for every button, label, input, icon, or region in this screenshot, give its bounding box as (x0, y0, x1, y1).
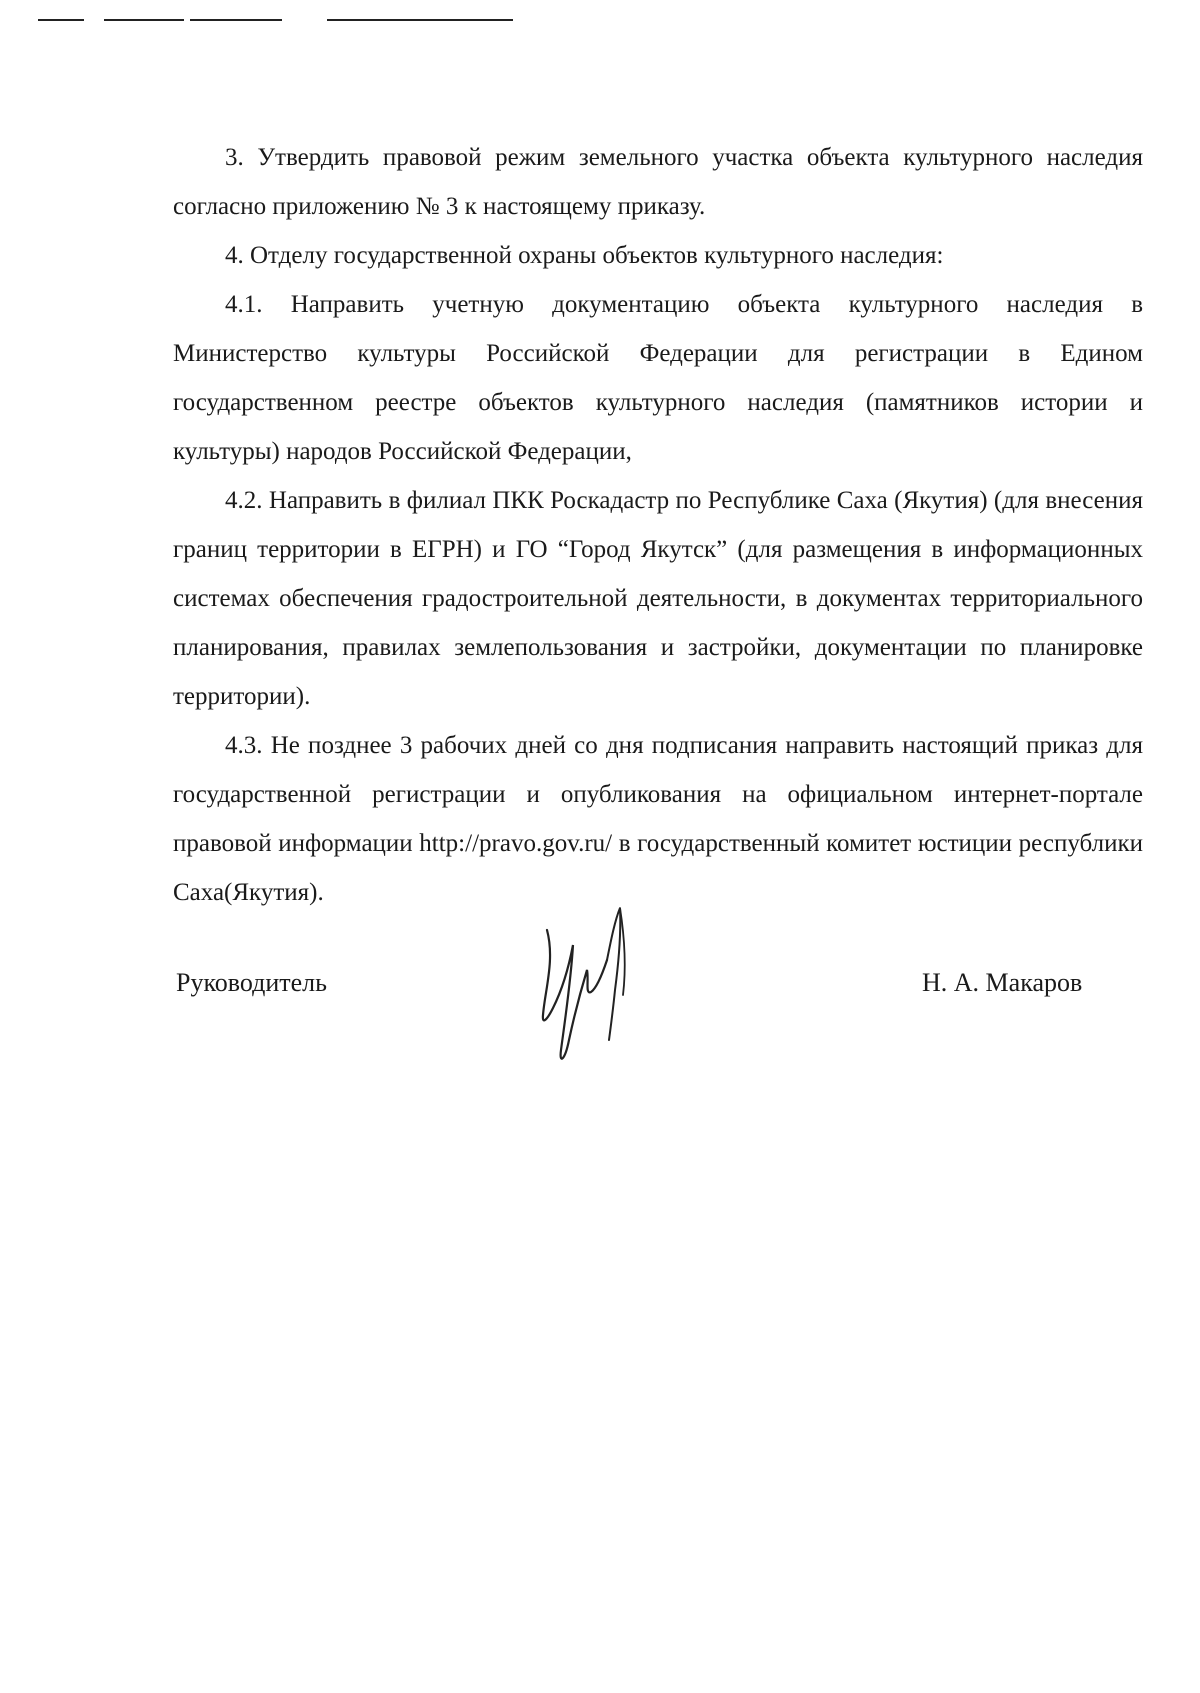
paragraph-4: 4. Отделу государственной охраны объектов культурного наследия: (225, 242, 944, 269)
scan-line (190, 19, 282, 21)
signatory-name: Н. А. Макаров (922, 968, 1083, 997)
paragraph-4-3: 4.3. Не позднее 3 рабочих дней со дня подписания направить настоящий приказ для государственной регистрации и опубликования на официальном интернет-портале правовой информации http://pravo.gov.ru/ в государственный комитет юстиции республики Саха(Якутия). (173, 732, 1143, 906)
paragraph-3: 3. Утвердить правовой режим земельного участка объекта культурного наследия согласно приложению № 3 к настоящему приказу. (173, 144, 1143, 220)
scan-line (38, 19, 84, 21)
paragraph-4-2: 4.2. Направить в филиал ПКК Роскадастр по Республике Саха (Якутия) (для внесения границ территории в ЕГРН) и ГО “Город Якутск” (для размещения в информационных системах обеспечения градостроительной деятельности, в документах территориального планирования, правилах землепользования и застройки, документации по планировке территории). (173, 487, 1143, 710)
scan-artifact-lines (0, 0, 1200, 40)
scan-line (327, 19, 513, 21)
signatory-title: Руководитель (176, 968, 327, 997)
handwritten-signature (525, 900, 675, 1080)
document-body (173, 133, 1143, 917)
scan-line (104, 19, 184, 21)
paragraph-4-1: 4.1. Направить учетную документацию объекта культурного наследия в Министерство культуры Российской Федерации для регистрации в Едином государственном реестре объектов культурного наследия (памятников истории и культуры) народов Российской Федерации, (173, 291, 1143, 465)
